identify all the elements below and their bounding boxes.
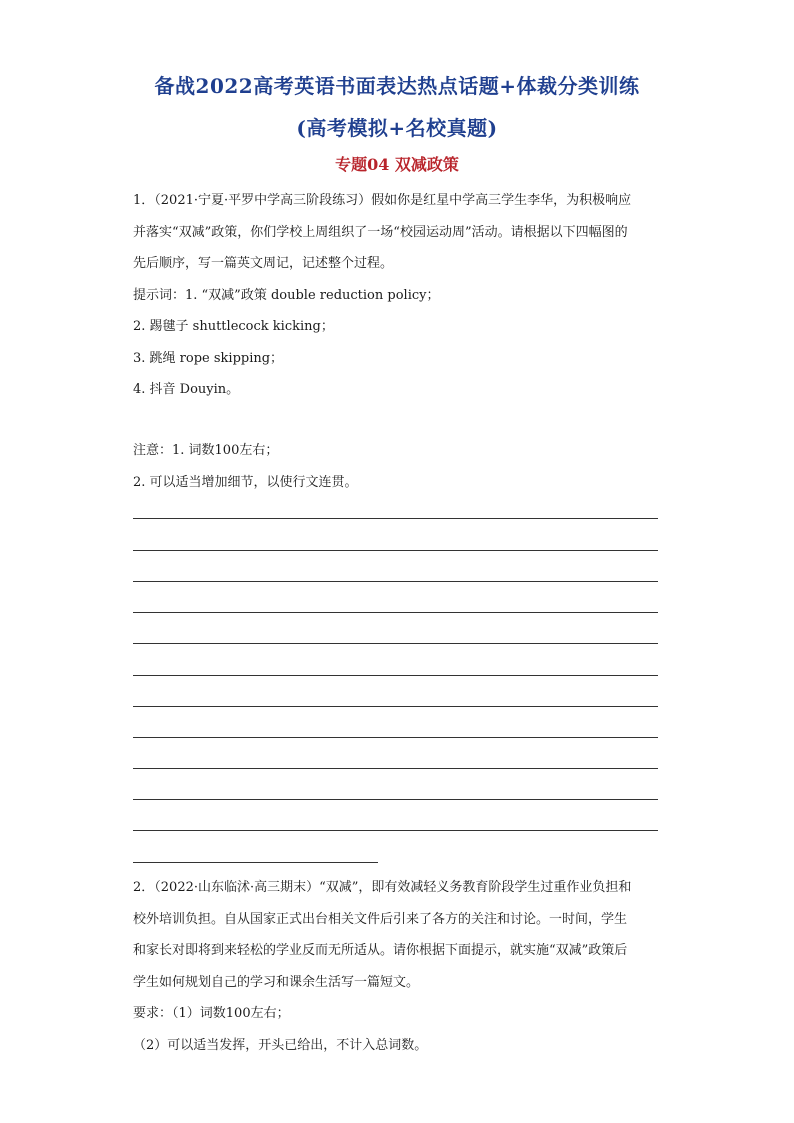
- answer-line[interactable]: [133, 862, 378, 863]
- question-1: [133, 185, 663, 406]
- answer-line[interactable]: [133, 830, 658, 831]
- question-1-line: 1．（2021·宁夏·平罗中学高三阶段练习）假如你是红星中学高三学生李华，为积极响应: [133, 193, 632, 208]
- answer-line[interactable]: [133, 581, 658, 582]
- note-line: 2. 可以适当增加细节，以使行文连贯。: [133, 474, 358, 490]
- answer-line[interactable]: [133, 706, 658, 707]
- answer-line[interactable]: [133, 675, 658, 676]
- question-2: [133, 872, 663, 1061]
- hint-line: 4. 抖音 Douyin。: [133, 382, 240, 397]
- answer-line[interactable]: [133, 612, 658, 613]
- question-2-line: 校外培训负担。自从国家正式出台相关文件后引来了各方的关注和讨论。一时间，学生: [133, 911, 628, 927]
- question-1-line: 并落实“双减”政策，你们学校上周组织了一场“校园运动周”活动。请根据以下四幅图的: [133, 224, 628, 240]
- question-2-line: 2．（2022·山东临沭·高三期末）“双减”，即有效减轻义务教育阶段学生过重作业负担和: [133, 880, 632, 895]
- requirement-line: （2）可以适当发挥，开头已给出，不计入总词数。: [133, 1037, 428, 1053]
- question-2-line: 学生如何规划自己的学习和课余生活写一篇短文。: [133, 974, 420, 990]
- hint-line: 提示词：1. “双减”政策 double reduction policy；: [133, 287, 440, 303]
- hint-line: 2. 踢毽子 shuttlecock kicking；: [133, 319, 334, 334]
- answer-line[interactable]: [133, 550, 658, 551]
- answer-line[interactable]: [133, 768, 658, 769]
- question-1-notes: [133, 435, 663, 498]
- note-line: 注意：1. 词数100左右；: [133, 443, 279, 458]
- question-2-line: 和家长对即将到来轻松的学业反而无所适从。请你根据下面提示，就实施“双减”政策后: [133, 943, 628, 958]
- topic-heading: 专题04 双减政策: [335, 155, 459, 174]
- document-title: 备战2022高考英语书面表达热点话题+体裁分类训练: [154, 74, 640, 98]
- requirement-line: 要求：（1）词数100左右；: [133, 1006, 290, 1021]
- question-1-line: 先后顺序，写一篇英文周记，记述整个过程。: [133, 256, 394, 271]
- answer-line[interactable]: [133, 799, 658, 800]
- answer-line[interactable]: [133, 737, 658, 738]
- document-title-sub: (高考模拟+名校真题): [296, 116, 498, 140]
- hint-line: 3. 跳绳 rope skipping；: [133, 350, 284, 366]
- answer-line[interactable]: [133, 518, 658, 519]
- answer-line[interactable]: [133, 643, 658, 644]
